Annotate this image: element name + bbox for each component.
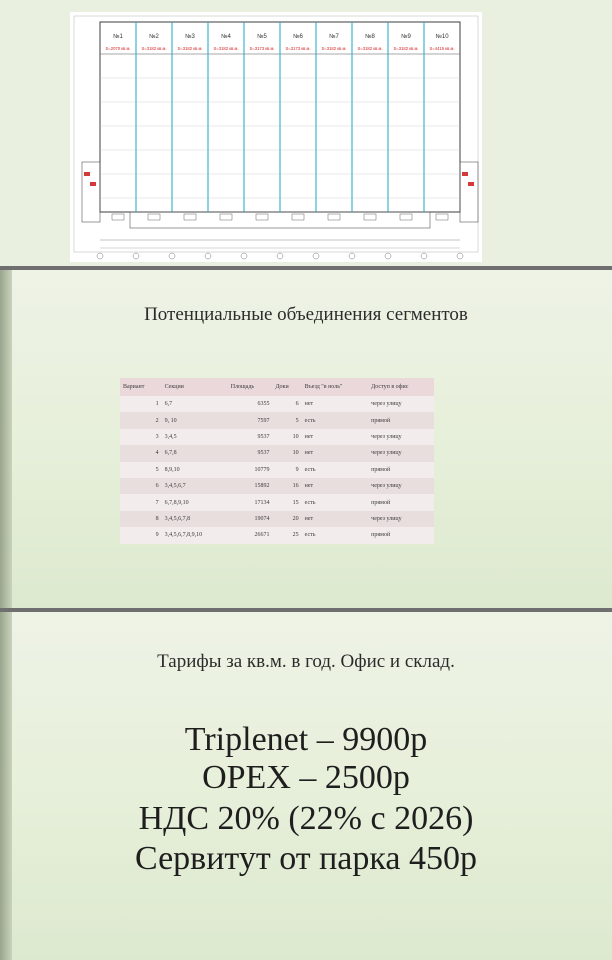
section-area: S=3182 кв.м. bbox=[141, 46, 167, 51]
grid-axis-marker bbox=[421, 253, 427, 259]
grid-axis-marker bbox=[133, 253, 139, 259]
equipment-mark bbox=[84, 172, 90, 176]
tariffs-title: Тарифы за кв.м. в год. Офис и склад. bbox=[157, 651, 455, 672]
cell-zero-entry: есть bbox=[302, 412, 369, 428]
section-label: №4 bbox=[221, 34, 231, 40]
cell-variant: 5 bbox=[120, 462, 162, 478]
grid-axis-marker bbox=[349, 253, 355, 259]
cell-office-access: прямой bbox=[368, 494, 434, 510]
dock-door bbox=[436, 214, 448, 220]
cell-zero-entry: есть bbox=[302, 527, 369, 543]
section-area: S=3182 кв.м. bbox=[321, 46, 347, 51]
equipment-mark bbox=[90, 182, 96, 186]
cell-docks: 15 bbox=[272, 494, 301, 510]
section-label: №5 bbox=[257, 34, 267, 40]
cell-area: 19074 bbox=[228, 511, 273, 527]
cell-sections: 6,7,8 bbox=[162, 445, 228, 461]
section-label: №8 bbox=[365, 34, 375, 40]
cell-office-access: прямой bbox=[368, 527, 434, 543]
cell-docks: 20 bbox=[272, 511, 301, 527]
grid-axis-marker bbox=[313, 253, 319, 259]
cell-variant: 4 bbox=[120, 445, 162, 461]
cell-docks: 16 bbox=[272, 478, 301, 494]
cell-sections: 3,4,5,6,7,8 bbox=[162, 511, 228, 527]
header-office-access: Доступ в офис bbox=[368, 378, 434, 396]
grid-axis-marker bbox=[385, 253, 391, 259]
cell-office-access: через улицу bbox=[368, 396, 434, 412]
cell-sections: 6,7,8,9,10 bbox=[162, 494, 228, 510]
cell-variant: 9 bbox=[120, 527, 162, 543]
cell-zero-entry: нет bbox=[302, 445, 369, 461]
cell-docks: 5 bbox=[272, 412, 301, 428]
cell-sections: 3,4,5,6,7,8,9,10 bbox=[162, 527, 228, 543]
dock-door bbox=[112, 214, 124, 220]
cell-office-access: через улицу bbox=[368, 478, 434, 494]
cell-zero-entry: нет bbox=[302, 478, 369, 494]
cell-office-access: через улицу bbox=[368, 445, 434, 461]
dock-door bbox=[184, 214, 196, 220]
table-body bbox=[120, 396, 434, 544]
cell-variant: 7 bbox=[120, 494, 162, 510]
equipment-mark bbox=[462, 172, 468, 176]
header-area: Площадь bbox=[228, 378, 273, 396]
cell-docks: 10 bbox=[272, 429, 301, 445]
cell-variant: 8 bbox=[120, 511, 162, 527]
cell-office-access: прямой bbox=[368, 412, 434, 428]
cell-area: 10779 bbox=[228, 462, 273, 478]
section-label: №6 bbox=[293, 34, 303, 40]
cell-docks: 25 bbox=[272, 527, 301, 543]
table-row bbox=[120, 511, 434, 527]
grid-axis-marker bbox=[457, 253, 463, 259]
section-area: S=3182 кв.м. bbox=[177, 46, 203, 51]
header-variant: Вариант bbox=[120, 378, 162, 396]
dock-door bbox=[148, 214, 160, 220]
cell-sections: 8,9,10 bbox=[162, 462, 228, 478]
floor-plan-svg bbox=[70, 12, 482, 262]
cell-zero-entry: есть bbox=[302, 462, 369, 478]
cell-office-access: через улицу bbox=[368, 429, 434, 445]
cell-zero-entry: нет bbox=[302, 429, 369, 445]
cell-office-access: прямой bbox=[368, 462, 434, 478]
dock-door bbox=[220, 214, 232, 220]
section-area: S=3182 кв.м. bbox=[357, 46, 383, 51]
tariff-servitude: Сервитут от парка 450р bbox=[135, 840, 477, 877]
section-label: №9 bbox=[401, 34, 411, 40]
section-label: №10 bbox=[435, 34, 449, 40]
header-zero-entry: Въезд "в ноль" bbox=[302, 378, 369, 396]
cell-zero-entry: нет bbox=[302, 396, 369, 412]
dock-door bbox=[256, 214, 268, 220]
dock-door bbox=[292, 214, 304, 220]
cell-variant: 1 bbox=[120, 396, 162, 412]
header-sections: Секции bbox=[162, 378, 228, 396]
tariff-vat: НДС 20% (22% с 2026) bbox=[138, 800, 474, 837]
table-header-row bbox=[120, 378, 434, 396]
cell-variant: 3 bbox=[120, 429, 162, 445]
cell-office-access: через улицу bbox=[368, 511, 434, 527]
section-area: S=3182 кв.м. bbox=[393, 46, 419, 51]
floor-plan-drawing bbox=[70, 12, 482, 262]
cell-variant: 6 bbox=[120, 478, 162, 494]
table-row bbox=[120, 527, 434, 543]
segments-title: Потенциальные объединения сегментов bbox=[144, 304, 468, 325]
table-row bbox=[120, 412, 434, 428]
header-docks: Доки bbox=[272, 378, 301, 396]
grid-axis-marker bbox=[97, 253, 103, 259]
cell-zero-entry: нет bbox=[302, 511, 369, 527]
section-area: S=2070 кв.м. bbox=[105, 46, 131, 51]
grid-axis-marker bbox=[277, 253, 283, 259]
table-row bbox=[120, 478, 434, 494]
cell-area: 9537 bbox=[228, 445, 273, 461]
tariff-opex: OPEX – 2500р bbox=[202, 759, 410, 796]
grid-axis-marker bbox=[205, 253, 211, 259]
cell-area: 7597 bbox=[228, 412, 273, 428]
cell-zero-entry: есть bbox=[302, 494, 369, 510]
table-row bbox=[120, 429, 434, 445]
tariff-triplenet: Triplenet – 9900р bbox=[184, 721, 428, 758]
segments-table bbox=[120, 378, 434, 544]
cell-sections: 3,4,5,6,7 bbox=[162, 478, 228, 494]
cell-area: 17134 bbox=[228, 494, 273, 510]
floor-plan-slide bbox=[0, 0, 612, 266]
tariffs-slide bbox=[0, 612, 612, 960]
cell-docks: 9 bbox=[272, 462, 301, 478]
segments-slide bbox=[0, 270, 612, 608]
cell-area: 6355 bbox=[228, 396, 273, 412]
grid-axis-marker bbox=[241, 253, 247, 259]
section-area: S=3182 кв.м. bbox=[213, 46, 239, 51]
grid-axis-marker bbox=[169, 253, 175, 259]
equipment-mark bbox=[468, 182, 474, 186]
section-label: №2 bbox=[149, 34, 159, 40]
section-area: S=3173 кв.м. bbox=[285, 46, 311, 51]
cell-area: 9537 bbox=[228, 429, 273, 445]
cell-area: 15892 bbox=[228, 478, 273, 494]
dock-door bbox=[364, 214, 376, 220]
dock-door bbox=[328, 214, 340, 220]
table-row bbox=[120, 396, 434, 412]
table-row bbox=[120, 494, 434, 510]
table-row bbox=[120, 462, 434, 478]
cell-variant: 2 bbox=[120, 412, 162, 428]
cell-sections: 3,4,5 bbox=[162, 429, 228, 445]
cell-sections: 6,7 bbox=[162, 396, 228, 412]
section-label: №7 bbox=[329, 34, 339, 40]
section-label: №1 bbox=[113, 34, 123, 40]
cell-sections: 9, 10 bbox=[162, 412, 228, 428]
section-area: S=3173 кв.м. bbox=[249, 46, 275, 51]
table-row bbox=[120, 445, 434, 461]
dock-door bbox=[400, 214, 412, 220]
cell-docks: 10 bbox=[272, 445, 301, 461]
section-label: №3 bbox=[185, 34, 195, 40]
section-area: S=4415 кв.м. bbox=[429, 46, 455, 51]
cell-docks: 6 bbox=[272, 396, 301, 412]
cell-area: 26671 bbox=[228, 527, 273, 543]
